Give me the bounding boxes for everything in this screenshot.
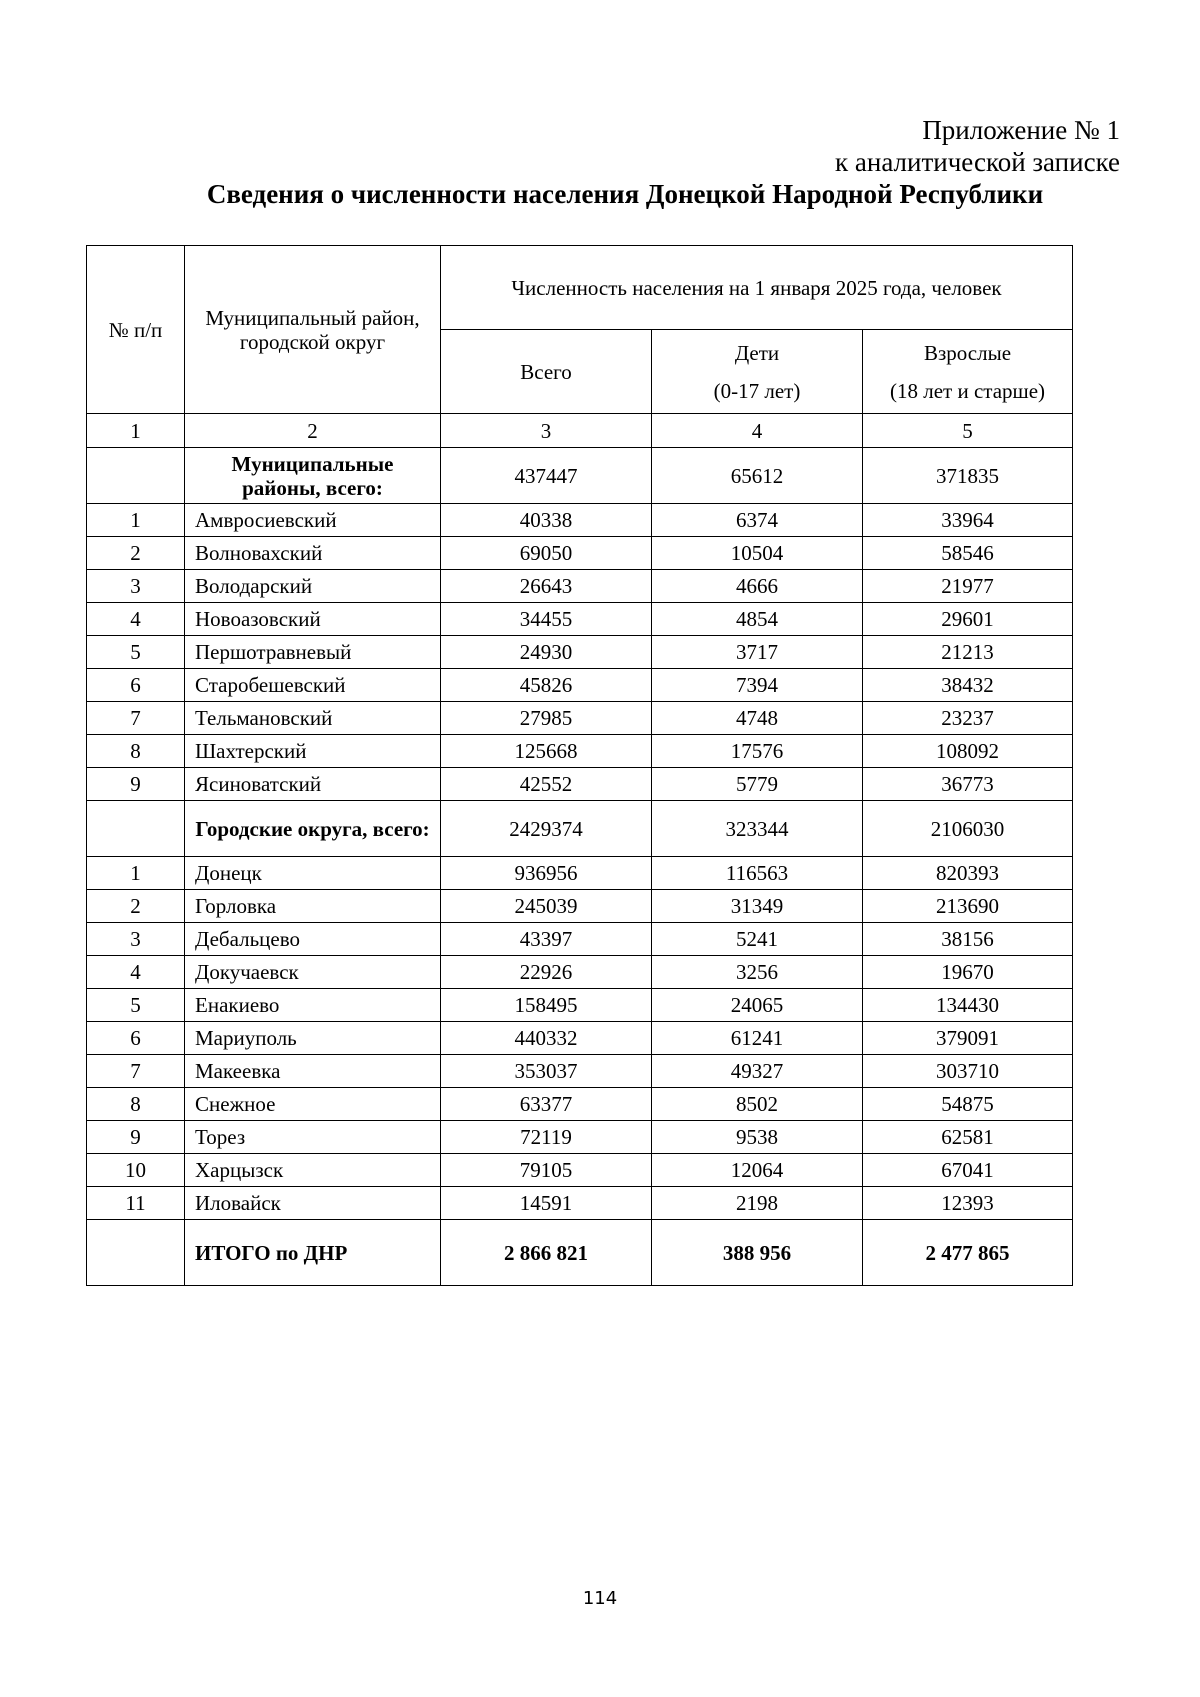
children-cell: 3256 [652, 956, 863, 989]
total-cell: 22926 [441, 956, 652, 989]
adults-cell: 36773 [863, 768, 1073, 801]
row-name: Горловка [185, 890, 441, 923]
children-cell: 9538 [652, 1121, 863, 1154]
total-cell: 63377 [441, 1088, 652, 1121]
districts-subtotal-row [87, 448, 1073, 504]
table-row [87, 504, 1073, 537]
row-name: Макеевка [185, 1055, 441, 1088]
total-cell: 42552 [441, 768, 652, 801]
total-cell: 936956 [441, 857, 652, 890]
adults-cell: 62581 [863, 1121, 1073, 1154]
adults-cell: 108092 [863, 735, 1073, 768]
children-cell: 4854 [652, 603, 863, 636]
adults-cell: 19670 [863, 956, 1073, 989]
table-row [87, 1187, 1073, 1220]
row-name: Амвросиевский [185, 504, 441, 537]
document-title: Сведения о численности населения Донецкой Народной Республики [206, 179, 1044, 209]
row-name: Старобешевский [185, 669, 441, 702]
adults-cell: 213690 [863, 890, 1073, 923]
table-row [87, 570, 1073, 603]
adults-cell: 2 477 865 [863, 1220, 1073, 1286]
row-name: Енакиево [185, 989, 441, 1022]
row-number: 2 [87, 890, 185, 923]
row-name: Першотравневый [185, 636, 441, 669]
children-cell: 49327 [652, 1055, 863, 1088]
children-cell: 61241 [652, 1022, 863, 1055]
row-number: 6 [87, 669, 185, 702]
children-cell: 6374 [652, 504, 863, 537]
adults-cell: 33964 [863, 504, 1073, 537]
row-number: 1 [87, 504, 185, 537]
children-cell: 31349 [652, 890, 863, 923]
children-cell: 5241 [652, 923, 863, 956]
header-adults-note: (18 лет и старше) [889, 378, 1046, 403]
column-number: 5 [863, 414, 1073, 448]
population-table-body [87, 246, 1073, 1286]
children-cell: 12064 [652, 1154, 863, 1187]
table-row [87, 890, 1073, 923]
table-row [87, 735, 1073, 768]
row-number: 9 [87, 768, 185, 801]
total-cell: 72119 [441, 1121, 652, 1154]
row-name: Донецк [185, 857, 441, 890]
row-name: Новоазовский [185, 603, 441, 636]
total-cell: 2429374 [441, 801, 652, 857]
children-cell: 4748 [652, 702, 863, 735]
row-number [87, 448, 185, 504]
header-children-label: Дети [734, 340, 780, 365]
adults-cell: 29601 [863, 603, 1073, 636]
total-cell: 440332 [441, 1022, 652, 1055]
total-cell: 437447 [441, 448, 652, 504]
row-name: Тельмановский [185, 702, 441, 735]
row-number: 5 [87, 636, 185, 669]
children-cell: 323344 [652, 801, 863, 857]
appendix-subtitle: к аналитической записке [835, 147, 1120, 177]
row-number: 2 [87, 537, 185, 570]
header-population: Численность населения на 1 января 2025 года, человек [441, 246, 1073, 330]
row-name: Харцызск [185, 1154, 441, 1187]
row-name: Мариуполь [185, 1022, 441, 1055]
column-number: 4 [652, 414, 863, 448]
header-adults-label: Взрослые [923, 340, 1012, 365]
table-row [87, 768, 1073, 801]
adults-cell: 303710 [863, 1055, 1073, 1088]
children-cell: 388 956 [652, 1220, 863, 1286]
row-number: 4 [87, 603, 185, 636]
row-name: Снежное [185, 1088, 441, 1121]
header-total: Всего [441, 330, 652, 414]
total-cell: 353037 [441, 1055, 652, 1088]
header-adults [863, 330, 1073, 414]
total-cell: 27985 [441, 702, 652, 735]
table-row [87, 1121, 1073, 1154]
adults-cell: 371835 [863, 448, 1073, 504]
adults-cell: 21213 [863, 636, 1073, 669]
row-name: Волновахский [185, 537, 441, 570]
row-name: Иловайск [185, 1187, 441, 1220]
grand-total-row [87, 1220, 1073, 1286]
row-number: 10 [87, 1154, 185, 1187]
total-cell: 2 866 821 [441, 1220, 652, 1286]
adults-cell: 2106030 [863, 801, 1073, 857]
subtotal-label: Муниципальные районы, всего: [185, 448, 441, 504]
adults-cell: 67041 [863, 1154, 1073, 1187]
children-cell: 116563 [652, 857, 863, 890]
row-number: 6 [87, 1022, 185, 1055]
header-children-note: (0-17 лет) [713, 378, 801, 403]
row-number: 8 [87, 735, 185, 768]
appendix-label: Приложение № 1 [922, 115, 1120, 145]
header-row [87, 246, 1073, 330]
children-cell: 2198 [652, 1187, 863, 1220]
row-name: Шахтерский [185, 735, 441, 768]
children-cell: 17576 [652, 735, 863, 768]
row-name: Володарский [185, 570, 441, 603]
total-cell: 43397 [441, 923, 652, 956]
total-cell: 158495 [441, 989, 652, 1022]
children-cell: 7394 [652, 669, 863, 702]
adults-cell: 134430 [863, 989, 1073, 1022]
adults-cell: 379091 [863, 1022, 1073, 1055]
total-cell: 245039 [441, 890, 652, 923]
row-number: 5 [87, 989, 185, 1022]
total-cell: 24930 [441, 636, 652, 669]
table-row [87, 537, 1073, 570]
table-row [87, 857, 1073, 890]
row-number: 8 [87, 1088, 185, 1121]
adults-cell: 12393 [863, 1187, 1073, 1220]
children-cell: 5779 [652, 768, 863, 801]
row-name: Торез [185, 1121, 441, 1154]
page-number: 114 [582, 1588, 618, 1609]
table-row [87, 636, 1073, 669]
row-number: 7 [87, 1055, 185, 1088]
children-cell: 10504 [652, 537, 863, 570]
table-row [87, 1088, 1073, 1121]
table-row [87, 956, 1073, 989]
table-row [87, 603, 1073, 636]
total-cell: 45826 [441, 669, 652, 702]
row-number [87, 801, 185, 857]
grand-total-label: ИТОГО по ДНР [185, 1220, 441, 1286]
column-number: 3 [441, 414, 652, 448]
table-row [87, 1055, 1073, 1088]
row-number: 1 [87, 857, 185, 890]
row-number: 3 [87, 923, 185, 956]
header-children [652, 330, 863, 414]
row-number: 7 [87, 702, 185, 735]
adults-cell: 38432 [863, 669, 1073, 702]
row-name: Ясиноватский [185, 768, 441, 801]
population-table [86, 245, 1073, 1286]
row-name: Докучаевск [185, 956, 441, 989]
row-number: 3 [87, 570, 185, 603]
row-number: 11 [87, 1187, 185, 1220]
children-cell: 8502 [652, 1088, 863, 1121]
column-number: 2 [185, 414, 441, 448]
table-row [87, 702, 1073, 735]
adults-cell: 820393 [863, 857, 1073, 890]
children-cell: 4666 [652, 570, 863, 603]
children-cell: 65612 [652, 448, 863, 504]
total-cell: 34455 [441, 603, 652, 636]
table-row [87, 989, 1073, 1022]
header-number: № п/п [87, 246, 185, 414]
table-row [87, 1022, 1073, 1055]
total-cell: 125668 [441, 735, 652, 768]
total-cell: 69050 [441, 537, 652, 570]
children-cell: 24065 [652, 989, 863, 1022]
row-number: 4 [87, 956, 185, 989]
adults-cell: 23237 [863, 702, 1073, 735]
adults-cell: 54875 [863, 1088, 1073, 1121]
header-district: Муниципальный район, городской округ [185, 246, 441, 414]
row-number: 9 [87, 1121, 185, 1154]
column-numbers-row [87, 414, 1073, 448]
table-row [87, 669, 1073, 702]
cities-subtotal-row [87, 801, 1073, 857]
table-row [87, 1154, 1073, 1187]
total-cell: 40338 [441, 504, 652, 537]
row-name: Дебальцево [185, 923, 441, 956]
children-cell: 3717 [652, 636, 863, 669]
adults-cell: 38156 [863, 923, 1073, 956]
total-cell: 14591 [441, 1187, 652, 1220]
total-cell: 26643 [441, 570, 652, 603]
row-number [87, 1220, 185, 1286]
adults-cell: 58546 [863, 537, 1073, 570]
table-row [87, 923, 1073, 956]
subtotal-label: Городские округа, всего: [185, 801, 441, 857]
column-number: 1 [87, 414, 185, 448]
total-cell: 79105 [441, 1154, 652, 1187]
adults-cell: 21977 [863, 570, 1073, 603]
